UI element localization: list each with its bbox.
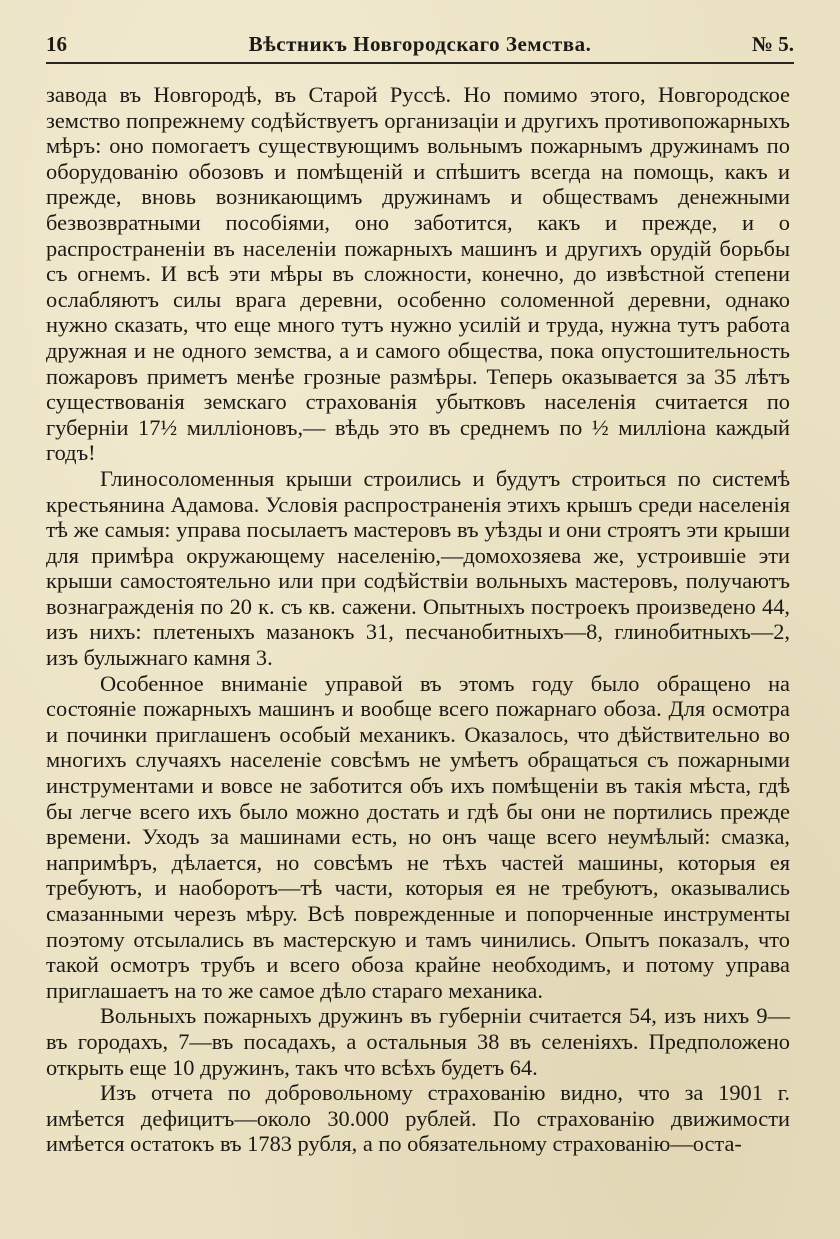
page-number: 16	[46, 32, 67, 56]
paragraph-clay-roofs: Глиносоломенныя крыши строились и будутъ строиться по системѣ крестьянина Адамова. Условія распространенія этихъ крышъ среди населенія тѣ же самыя: управа посылаетъ мастеровъ въ уѣзды и они строятъ эти крыши для примѣра окружающему населенію,—домохозяева же, устроившіе эти крыши самостоятельно или при содѣйствіи вольныхъ мастеровъ, получаютъ вознагражденія по 20 к. съ кв. сажени. Опытныхъ построекъ произведено 44, изъ нихъ: плетеныхъ мазанокъ 31, песчанобитныхъ—8, глинобитныхъ—2, изъ булыжнаго камня 3.	[46, 465, 790, 671]
page-body	[46, 82, 790, 1157]
paragraph-continuation: завода въ Новгородѣ, въ Старой Руссѣ. Но помимо этого, Новгородское земство попрежнему содѣйствуетъ организаціи и другихъ противопожарныхъ мѣръ: оно помогаетъ существующимъ вольнымъ пожарнымъ дружинамъ по оборудованію обозовъ и помѣщеній и спѣшитъ всегда на помощь, какъ и прежде, вновь возникающимъ дружинамъ и обществамъ денежными безвозвратными пособіями, оно заботится, какъ и прежде, и о распространеніи въ населеніи пожарныхъ машинъ и другихъ орудій борьбы съ огнемъ. И всѣ эти мѣры въ сложности, конечно, до извѣстной степени ослабляютъ силы врага деревни, особенно соломенной деревни, однако нужно сказать, что еще много тутъ нужно усилій и труда, нужна тутъ работа дружная и не одного земства, а и самого общества, пока опустошительность пожаровъ приметъ менѣе грозные размѣры. Теперь оказывается за 35 лѣтъ существованія земскаго страхованія убытковъ населенія считается по губерніи 17½ милліоновъ,— вѣдь это въ среднемъ по ½ милліона каждый годъ!	[46, 82, 790, 466]
paragraph-fire-brigades: Вольныхъ пожарныхъ дружинъ въ губерніи считается 54, изъ нихъ 9—въ городахъ, 7—въ посадахъ, а остальныя 38 въ селеніяхъ. Предположено открыть еще 10 дружинъ, такъ что всѣхъ будетъ 64.	[46, 1003, 790, 1080]
running-header	[46, 28, 794, 64]
issue-number: № 5.	[751, 32, 794, 56]
paragraph-fire-machines: Особенное вниманіе управой въ этомъ году было обращено на состояніе пожарныхъ машинъ и вообще всего пожарнаго обоза. Для осмотра и починки приглашенъ особый механикъ. Оказалось, что дѣйствительно во многихъ случаяхъ населеніе совсѣмъ не умѣетъ обращаться съ пожарными инструментами и вовсе не заботится объ ихъ помѣщеніи въ такія мѣста, гдѣ бы легче всего ихъ было можно достать и гдѣ бы они не портились прежде времени. Уходъ за машинами есть, но онъ чаще всего неумѣлый: смазка, напримѣръ, дѣлается, но совсѣмъ не тѣхъ частей машины, которыя ея требуютъ, и наоборотъ—тѣ части, которыя ея не требуютъ, оказывались смазанными черезъ мѣру. Всѣ поврежденные и попорченные инструменты поэтому отсылались въ мастерскую и тамъ чинились. Опытъ показалъ, что такой осмотръ трубъ и всего обоза крайне необходимъ, и потому управа приглашаетъ на то же самое дѣло стараго механика.	[46, 670, 790, 1003]
journal-title: Вѣстникъ Новгородскаго Земства.	[248, 32, 592, 56]
paragraph-insurance-report: Изъ отчета по добровольному страхованію видно, что за 1901 г. имѣется дефицитъ—около 30.000 рублей. По страхованію движимости имѣется остатокъ въ 1783 рубля, а по обязательному страхованію—оста-	[46, 1080, 790, 1157]
